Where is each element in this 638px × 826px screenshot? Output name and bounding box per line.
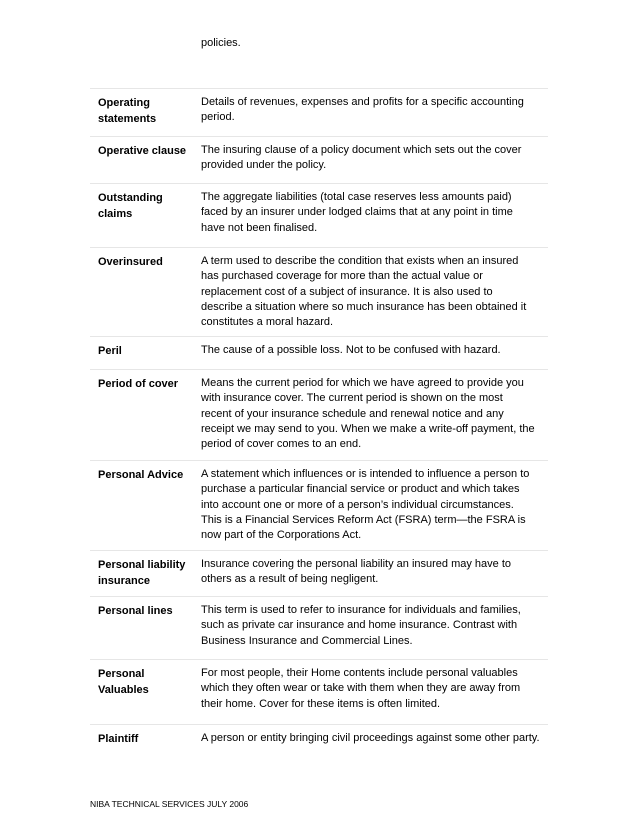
glossary-definition: A statement which influences or is intended to influence a person to purchase a particular financial service or product and which takes into account one or more of a person’s individual circumstances. This is a Financial Services Reform Act (FSRA) term—the FSRA is now part of the Corporations Act. [201,468,530,542]
glossary-term: Personal lines [98,605,173,617]
glossary-term: Outstanding claims [98,192,163,220]
glossary-definition: A person or entity bringing civil proceedings against some other party. [201,732,540,744]
glossary-definition: Insurance covering the personal liability an insured may have to others as a result of being negligent. [201,558,512,586]
glossary-term: Operative clause [98,145,187,157]
glossary-definition: Details of revenues, expenses and profits for a specific accounting period. [201,96,524,124]
glossary-term: Plaintiff [98,733,139,745]
glossary-definition: The cause of a possible loss. Not to be confused with hazard. [201,344,501,356]
glossary-term: Personal Valuables [98,668,149,696]
glossary-term: Period of cover [98,378,179,390]
glossary-term: Peril [98,345,122,357]
glossary-definition: A term used to describe the condition that exists when an insured has purchased coverage for more than the actual value or replacement cost of a subject of insurance. It is also used to describe a situation where so much insurance has been obtained it constitutes a moral hazard. [201,255,527,329]
page-footer: NIBA TECHNICAL SERVICES JULY 2006 [90,799,249,809]
glossary-definition: Means the current period for which we have agreed to provide you with insurance cover. The current period is shown on the most recent of your insurance schedule and renewal notice and any receipt we may send to you. When we make a write-off payment, the period of cover comes to an end. [201,377,535,451]
glossary-term: Overinsured [98,256,163,268]
glossary-definition: The aggregate liabilities (total case reserves less amounts paid) faced by an insurer under lodged claims that at any point in time have not been finalised. [201,191,513,234]
glossary-definition: For most people, their Home contents include personal valuables which they often wear or take with them when they are away from their home. Cover for these items is often limited. [201,667,521,710]
continued-definition: policies. [201,37,241,49]
glossary-definition: The insuring clause of a policy document which sets out the cover provided under the policy. [201,144,522,172]
glossary-term: Personal Advice [98,469,184,481]
glossary-term: Personal liability insurance [98,559,186,587]
glossary-term: Operating statements [98,97,157,125]
glossary-definition: This term is used to refer to insurance for individuals and families, such as private car insurance and home insurance. Contrast with Business Insurance and Commercial Lines. [201,604,521,647]
